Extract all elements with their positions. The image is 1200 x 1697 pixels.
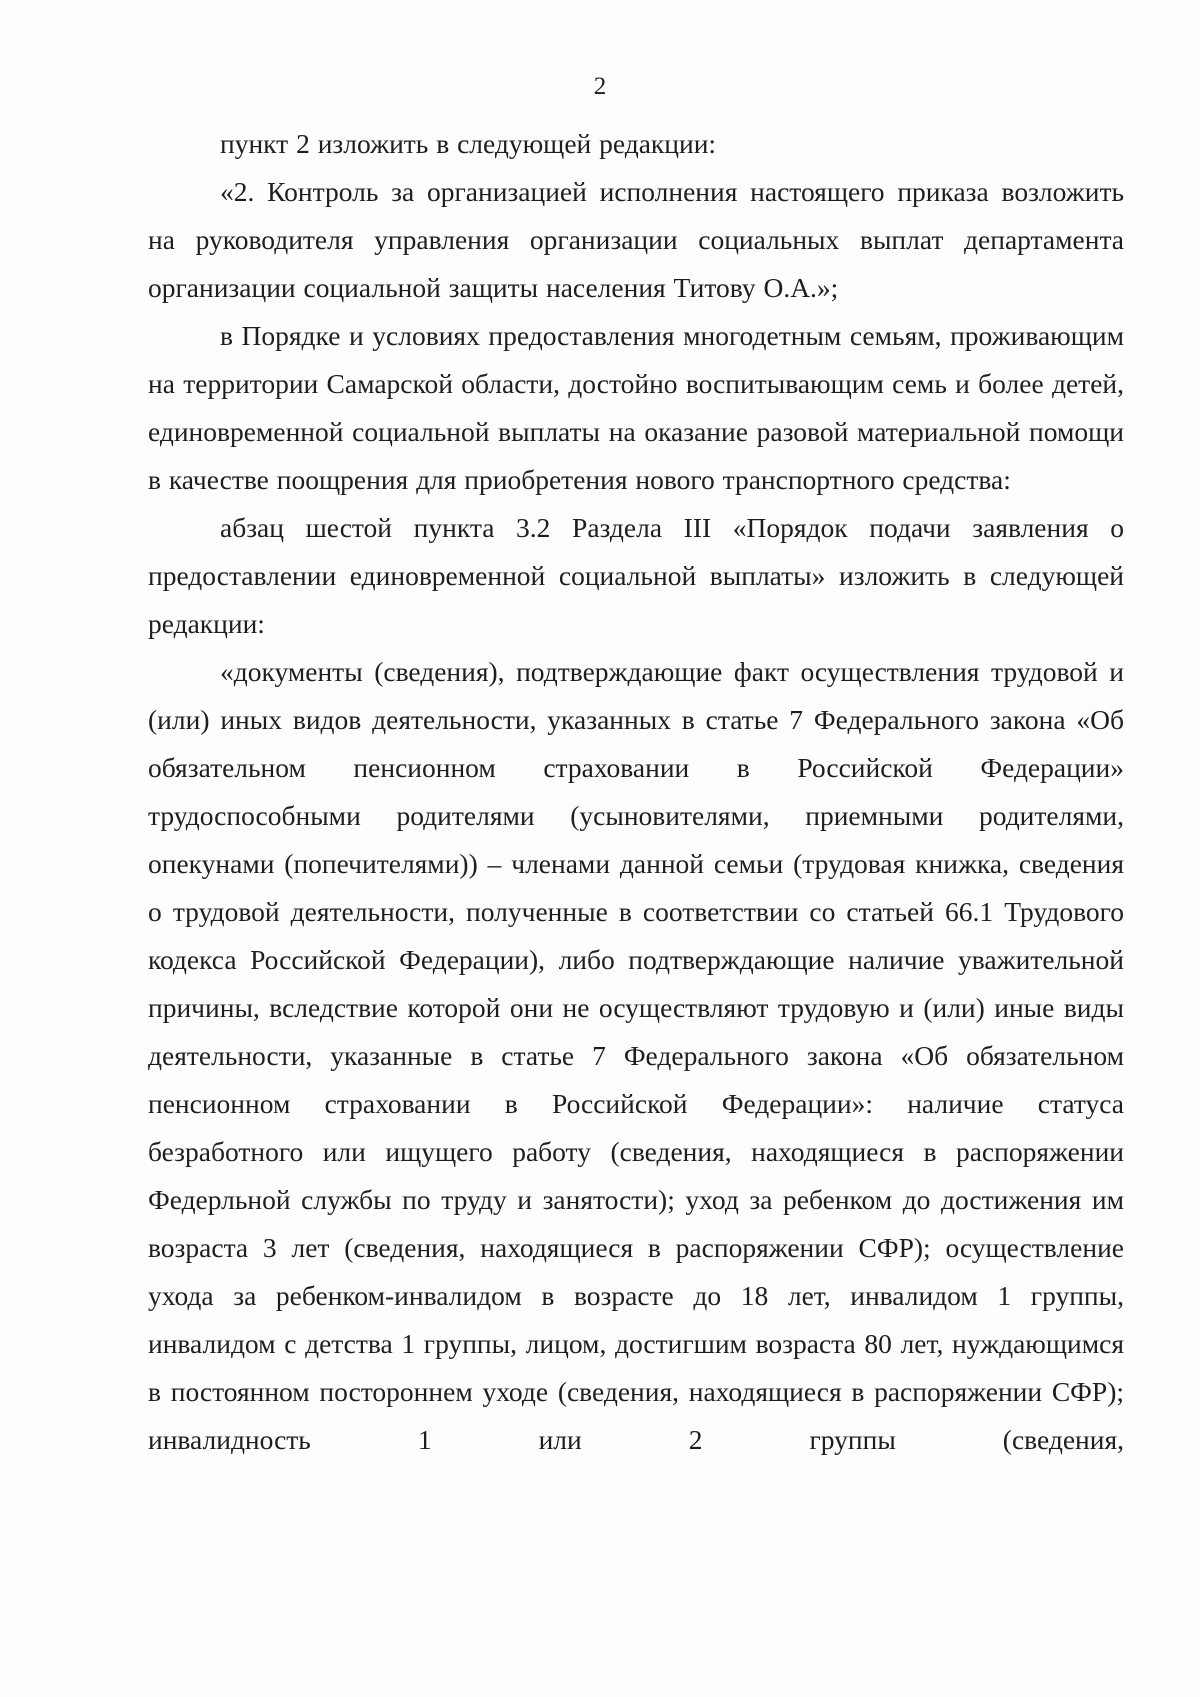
paragraph: «2. Контроль за организацией исполнения настоящего приказа возложить на руководителя управления организации социальных выплат департамента организации социальной защиты населения Титову О.А.»; bbox=[148, 176, 1124, 303]
document-body bbox=[148, 120, 1124, 1464]
page-number: 2 bbox=[593, 73, 607, 100]
paragraph: абзац шестой пункта 3.2 Раздела III «Порядок подачи заявления о предоставлении единовременной социальной выплаты» изложить в следующей редакции: bbox=[148, 512, 1124, 639]
paragraph: пункт 2 изложить в следующей редакции: bbox=[220, 128, 717, 159]
paragraph: в Порядке и условиях предоставления многодетным семьям, проживающим на территории Самарской области, достойно воспитывающим семь и более детей, единовременной социальной выплаты на оказание разовой материальной помощи в качестве поощрения для приобретения нового транспортного средства: bbox=[148, 320, 1124, 495]
paragraph: «документы (сведения), подтверждающие факт осуществления трудовой и (или) иных видов деятельности, указанных в статье 7 Федерального закона «Об обязательном пенсионном страховании в Российской Федерации» трудоспособными родителями (усыновителями, приемными родителями, опекунами (попечителями)) – членами данной семьи (трудовая книжка, сведения о трудовой деятельности, полученные в соответствии со статьей 66.1 Трудового кодекса Российской Федерации), либо подтверждающие наличие уважительной причины, вследствие которой они не осуществляют трудовую и (или) иные виды деятельности, указанные в статье 7 Федерального закона «Об обязательном пенсионном страховании в Российской Федерации»: наличие статуса безработного или ищущего работу (сведения, находящиеся в распоряжении Федерльной службы по труду и занятости); уход за ребенком до достижения им возраста 3 лет (сведения, находящиеся в распоряжении СФР); осуществление ухода за ребенком-инвалидом в возрасте до 18 лет, инвалидом 1 группы, инвалидом с детства 1 группы, лицом, достигшим возраста 80 лет, нуждающимся в постоянном постороннем уходе (сведения, находящиеся в распоряжении СФР); инвалидность 1 или 2 группы (сведения, bbox=[148, 656, 1124, 1455]
